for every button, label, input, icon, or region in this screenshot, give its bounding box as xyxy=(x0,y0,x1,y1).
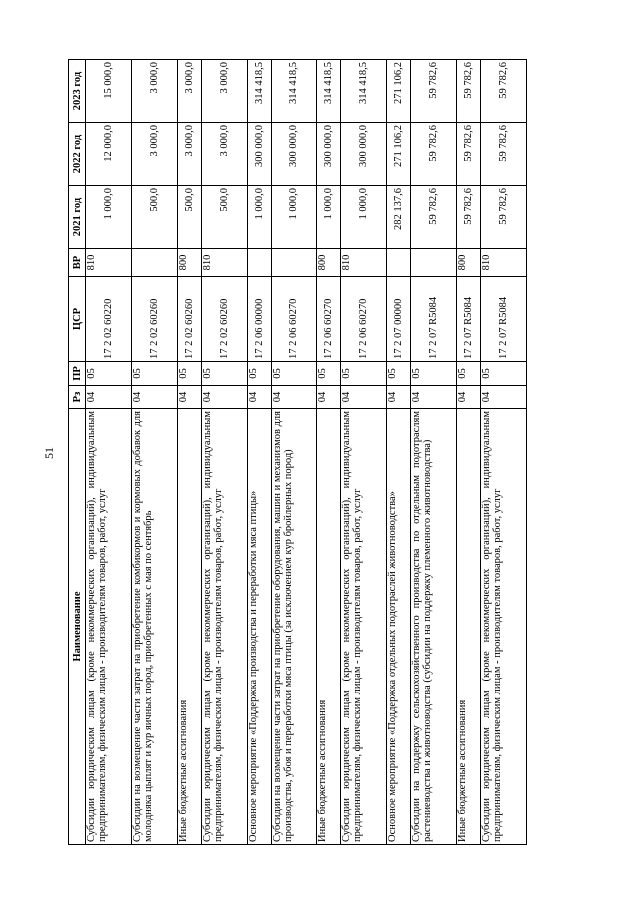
cell-y2022: 300 000,0 xyxy=(317,123,341,186)
cell-name: Основное мероприятие «Поддержка производства и переработки мяса птицы» xyxy=(247,409,271,845)
cell-y2022: 12 000,0 xyxy=(86,123,132,186)
table-row xyxy=(271,60,317,845)
cell-vr xyxy=(271,249,317,277)
cell-y2022: 3 000,0 xyxy=(177,123,201,186)
cell-rz: 04 xyxy=(271,386,317,409)
col-header-name: Наименование xyxy=(69,409,86,845)
cell-name: Субсидии юридическим лицам (кроме некоммерческих организаций), индивидуальным предпринимателям, физическим лицам - производителям товаров, работ, услуг xyxy=(86,409,132,845)
cell-vr xyxy=(387,249,411,277)
cell-y2023: 59 782,6 xyxy=(411,60,457,123)
cell-y2022: 300 000,0 xyxy=(247,123,271,186)
cell-pr: 05 xyxy=(387,362,411,386)
cell-csr: 17 2 06 60270 xyxy=(341,277,387,362)
cell-csr: 17 2 02 60260 xyxy=(201,277,247,362)
cell-name: Субсидии юридическим лицам (кроме некоммерческих организаций), индивидуальным предпринимателям, физическим лицам - производителям товаров, работ, услуг xyxy=(201,409,247,845)
cell-pr: 05 xyxy=(247,362,271,386)
table-row xyxy=(457,60,481,845)
cell-y2022: 59 782,6 xyxy=(411,123,457,186)
cell-name: Иные бюджетные ассигнования xyxy=(457,409,481,845)
cell-csr: 17 2 07 00000 xyxy=(387,277,411,362)
cell-y2021: 1 000,0 xyxy=(86,186,132,249)
table-row xyxy=(481,60,527,845)
cell-csr: 17 2 06 60270 xyxy=(317,277,341,362)
cell-y2021: 1 000,0 xyxy=(317,186,341,249)
rotated-table-container xyxy=(68,60,527,845)
cell-y2023: 3 000,0 xyxy=(177,60,201,123)
cell-csr: 17 2 02 60220 xyxy=(86,277,132,362)
cell-vr: 810 xyxy=(341,249,387,277)
col-header-2022: 2022 год xyxy=(69,123,86,186)
cell-y2021: 59 782,6 xyxy=(457,186,481,249)
cell-y2023: 271 106,2 xyxy=(387,60,411,123)
cell-y2021: 59 782,6 xyxy=(481,186,527,249)
cell-y2021: 500,0 xyxy=(131,186,177,249)
cell-csr: 17 2 06 00000 xyxy=(247,277,271,362)
cell-y2022: 3 000,0 xyxy=(131,123,177,186)
cell-name: Иные бюджетные ассигнования xyxy=(177,409,201,845)
cell-pr: 05 xyxy=(271,362,317,386)
cell-vr xyxy=(131,249,177,277)
cell-y2023: 314 418,5 xyxy=(317,60,341,123)
cell-y2023: 59 782,6 xyxy=(457,60,481,123)
cell-rz: 04 xyxy=(317,386,341,409)
col-header-rz: Рз xyxy=(69,386,86,409)
cell-y2021: 59 782,6 xyxy=(411,186,457,249)
cell-pr: 05 xyxy=(481,362,527,386)
table-row xyxy=(131,60,177,845)
cell-rz: 04 xyxy=(86,386,132,409)
cell-rz: 04 xyxy=(201,386,247,409)
cell-rz: 04 xyxy=(481,386,527,409)
table-row xyxy=(201,60,247,845)
cell-csr: 17 2 02 60260 xyxy=(177,277,201,362)
cell-csr: 17 2 06 60270 xyxy=(271,277,317,362)
cell-y2022: 300 000,0 xyxy=(271,123,317,186)
table-row xyxy=(341,60,387,845)
cell-vr: 800 xyxy=(177,249,201,277)
table-row xyxy=(387,60,411,845)
cell-csr: 17 2 07 R5084 xyxy=(457,277,481,362)
cell-csr: 17 2 02 60260 xyxy=(131,277,177,362)
cell-y2023: 314 418,5 xyxy=(271,60,317,123)
cell-name: Субсидии юридическим лицам (кроме некоммерческих организаций), индивидуальным предпринимателям, физическим лицам - производителям товаров, работ, услуг xyxy=(341,409,387,845)
cell-y2023: 3 000,0 xyxy=(201,60,247,123)
cell-y2022: 59 782,6 xyxy=(457,123,481,186)
table-row xyxy=(411,60,457,845)
cell-y2021: 500,0 xyxy=(177,186,201,249)
cell-csr: 17 2 07 R5084 xyxy=(481,277,527,362)
table-row xyxy=(86,60,132,845)
table-row xyxy=(317,60,341,845)
cell-rz: 04 xyxy=(387,386,411,409)
cell-pr: 05 xyxy=(177,362,201,386)
page-number: 51 xyxy=(42,447,56,459)
cell-y2023: 314 418,5 xyxy=(247,60,271,123)
cell-vr xyxy=(411,249,457,277)
cell-y2022: 59 782,6 xyxy=(481,123,527,186)
cell-rz: 04 xyxy=(131,386,177,409)
cell-name: Основное мероприятие «Поддержка отдельных подотраслей животноводства» xyxy=(387,409,411,845)
col-header-pr: ПР xyxy=(69,362,86,386)
cell-csr: 17 2 07 R5084 xyxy=(411,277,457,362)
cell-y2023: 59 782,6 xyxy=(481,60,527,123)
table-row xyxy=(177,60,201,845)
col-header-csr: ЦСР xyxy=(69,277,86,362)
cell-y2023: 3 000,0 xyxy=(131,60,177,123)
cell-name: Иные бюджетные ассигнования xyxy=(317,409,341,845)
table-row xyxy=(247,60,271,845)
cell-y2023: 314 418,5 xyxy=(341,60,387,123)
cell-y2021: 1 000,0 xyxy=(341,186,387,249)
table-header-row xyxy=(69,60,86,845)
cell-rz: 04 xyxy=(341,386,387,409)
cell-pr: 05 xyxy=(317,362,341,386)
cell-rz: 04 xyxy=(247,386,271,409)
cell-y2023: 15 000,0 xyxy=(86,60,132,123)
cell-y2021: 500,0 xyxy=(201,186,247,249)
cell-y2021: 1 000,0 xyxy=(271,186,317,249)
cell-pr: 05 xyxy=(201,362,247,386)
col-header-2021: 2021 год xyxy=(69,186,86,249)
cell-vr xyxy=(247,249,271,277)
cell-rz: 04 xyxy=(457,386,481,409)
cell-pr: 05 xyxy=(131,362,177,386)
cell-name: Субсидии на возмещение части затрат на приобретение оборудования, машин и механизмов для производства, убоя и переработки мяса птицы (за исключением кур бройлерных пород) xyxy=(271,409,317,845)
cell-y2022: 3 000,0 xyxy=(201,123,247,186)
col-header-vr: ВР xyxy=(69,249,86,277)
cell-vr: 810 xyxy=(481,249,527,277)
cell-pr: 05 xyxy=(411,362,457,386)
cell-vr: 810 xyxy=(201,249,247,277)
cell-pr: 05 xyxy=(86,362,132,386)
table-body xyxy=(86,60,527,845)
cell-y2021: 282 137,6 xyxy=(387,186,411,249)
budget-table xyxy=(68,59,527,845)
cell-vr: 810 xyxy=(86,249,132,277)
cell-rz: 04 xyxy=(411,386,457,409)
cell-name: Субсидии на поддержку сельскохозяйственного производства по отдельным подотраслям растениеводства и животноводства (субсидии на поддержку племенного животноводства) xyxy=(411,409,457,845)
cell-pr: 05 xyxy=(457,362,481,386)
cell-pr: 05 xyxy=(341,362,387,386)
cell-rz: 04 xyxy=(177,386,201,409)
cell-vr: 800 xyxy=(457,249,481,277)
col-header-2023: 2023 год xyxy=(69,60,86,123)
cell-name: Субсидии на возмещение части затрат на приобретение комбикормов и кормовых добавок для молодняка цыплят и кур яичных пород, приобретенных с мая по сентябрь xyxy=(131,409,177,845)
cell-y2021: 1 000,0 xyxy=(247,186,271,249)
cell-vr: 800 xyxy=(317,249,341,277)
cell-name: Субсидии юридическим лицам (кроме некоммерческих организаций), индивидуальным предпринимателям, физическим лицам - производителям товаров, работ, услуг xyxy=(481,409,527,845)
cell-y2022: 300 000,0 xyxy=(341,123,387,186)
cell-y2022: 271 106,2 xyxy=(387,123,411,186)
